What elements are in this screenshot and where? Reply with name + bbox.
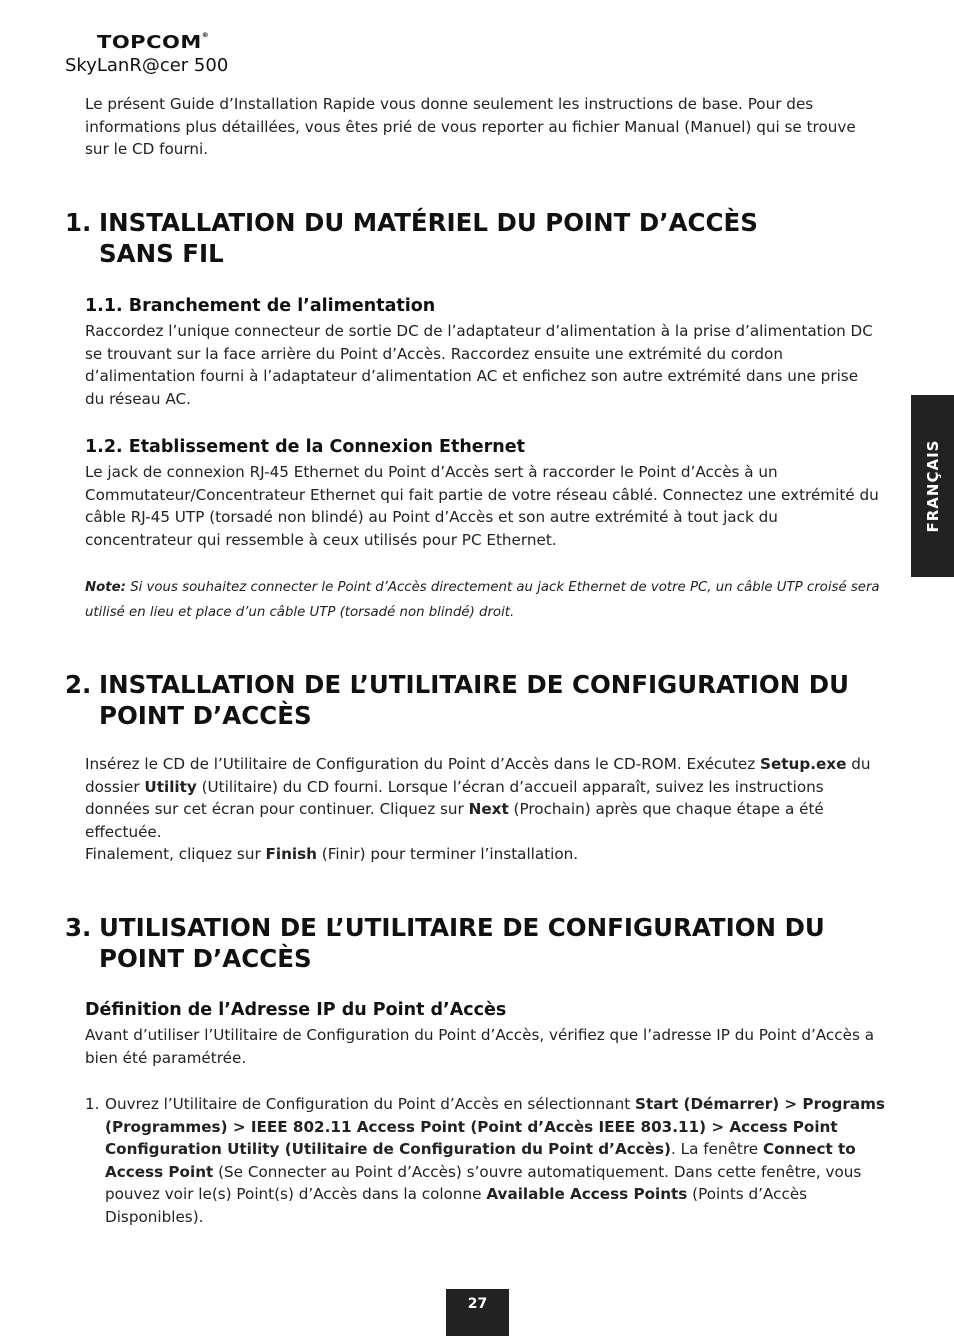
section-3-heading: 3. UTILISATION DE L’UTILITAIRE DE CONFIGURATION DU POINT D’ACCÈS bbox=[65, 913, 825, 973]
note-paragraph: Note: Si vous souhaitez connecter le Point d’Accès directement au jack Ethernet de votre PC, un câble UTP croisé sera utilisé en lieu et place d’un câble UTP (torsadé non blindé) droit. bbox=[85, 580, 880, 620]
subsection-3-text: Avant d’utiliser l’Utilitaire de Configuration du Point d’Accès, vérifiez que l’adresse IP du Point d’Accès a bien été paramétrée. bbox=[85, 1026, 875, 1067]
language-tab: FRANÇAIS bbox=[911, 395, 954, 577]
topcom-logo: TOPCOM® bbox=[97, 32, 210, 53]
subsection-1-2-text: Le jack de connexion RJ-45 Ethernet du Point d’Accès sert à raccorder le Point d’Accès à un Commutateur/Concentrateur Ethernet qui fait partie de votre réseau câblé. Connectez une extrémité du câble RJ-45 UTP (torsadé non blindé) au Point d’Accès et son autre extrémité à tout jack du concentrateur qui ressemble à ceux utilisés pour PC Ethernet. bbox=[85, 463, 879, 549]
section-1-heading: 1. INSTALLATION DU MATÉRIEL DU POINT D’ACCÈS SANS FIL bbox=[65, 208, 758, 268]
section-2-text: Insérez le CD de l’Utilitaire de Configuration du Point d’Accès dans le CD-ROM. Exécutez Setup.exe du dossier Utility (Utilitaire) du CD fourni. Lorsque l’écran d’accueil apparaît, suivez les instructions données sur cet écran pour continuer. Cliquez sur Next (Prochain) après que chaque étape a été effectuée. Finalement, cliquez sur Finish (Finir) pour terminer l’installation. bbox=[85, 755, 871, 863]
subsection-3-heading: Définition de l’Adresse IP du Point d’Accès bbox=[85, 1000, 507, 1020]
list-item: 1. Ouvrez l’Utilitaire de Configuration du Point d’Accès en sélectionnant Start (Démarrer) > Programs (Programmes) > IEEE 802.11 Access Point (Point d’Accès IEEE 803.11) > Access Point Configuration Utility (Utilitaire de Configuration du Point d’Accès). La fenêtre Connect to Access Point (Se Connecter au Point d’Accès) s’ouvre automatiquement. Dans cette fenêtre, vous pouvez voir le(s) Point(s) d’Accès dans la colonne Available Access Points (Points d’Accès Disponibles). bbox=[85, 1095, 885, 1226]
subsection-1-1-heading: 1.1. Branchement de l’alimentation bbox=[85, 296, 436, 316]
product-name: SkyLanR@cer 500 bbox=[65, 55, 229, 76]
list-marker: 1. bbox=[85, 1095, 100, 1113]
intro-paragraph: Le présent Guide d’Installation Rapide vous donne seulement les instructions de base. Pour des informations plus détaillées, vous êtes prié de vous reporter au fichier Manual (Manuel) qui se trouve sur le CD fourni. bbox=[85, 95, 856, 158]
section-2-heading: 2. INSTALLATION DE L’UTILITAIRE DE CONFIGURATION DU POINT D’ACCÈS bbox=[65, 670, 849, 730]
subsection-1-1-text: Raccordez l’unique connecteur de sortie DC de l’adaptateur d’alimentation à la prise d’alimentation DC se trouvant sur la face arrière du Point d’Accès. Raccordez ensuite une extrémité du cordon d’alimentation fourni à l’adaptateur d’alimentation AC et enfichez son autre extrémité dans une prise du réseau AC. bbox=[85, 322, 873, 408]
page-number: 27 bbox=[446, 1289, 509, 1336]
subsection-1-2-heading: 1.2. Etablissement de la Connexion Ethernet bbox=[85, 437, 525, 457]
